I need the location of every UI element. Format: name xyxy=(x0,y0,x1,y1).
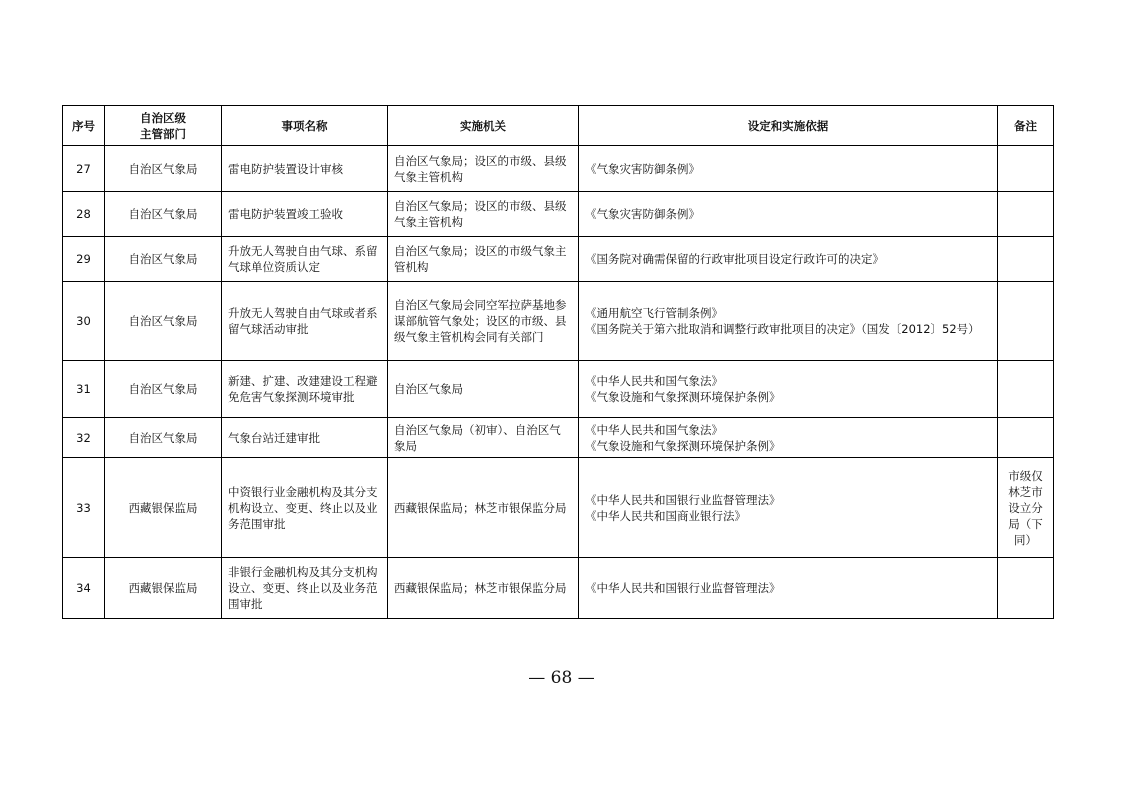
table-row xyxy=(63,192,1054,237)
cell-note xyxy=(998,192,1054,237)
basis-line: 《通用航空飞行管制条例》 xyxy=(585,306,723,320)
approval-items-table xyxy=(62,105,1054,619)
cell-agency: 自治区气象局；设区的市级气象主管机构 xyxy=(388,237,579,282)
cell-agency: 自治区气象局 xyxy=(388,361,579,418)
table-body xyxy=(63,146,1054,619)
table-row xyxy=(63,237,1054,282)
cell-seq: 32 xyxy=(63,418,105,458)
cell-note xyxy=(998,361,1054,418)
header-note: 备注 xyxy=(998,106,1054,146)
cell-dept: 西藏银保监局 xyxy=(105,458,222,558)
cell-note xyxy=(998,558,1054,619)
header-dept xyxy=(105,106,222,146)
header-seq: 序号 xyxy=(63,106,105,146)
cell-note xyxy=(998,418,1054,458)
header-item: 事项名称 xyxy=(222,106,388,146)
cell-seq: 31 xyxy=(63,361,105,418)
cell-dept: 自治区气象局 xyxy=(105,146,222,192)
header-dept-line2: 主管部门 xyxy=(140,126,186,141)
basis-line: 《气象设施和气象探测环境保护条例》 xyxy=(585,390,781,404)
cell-item: 升放无人驾驶自由气球或者系留气球活动审批 xyxy=(222,282,388,361)
table-row xyxy=(63,361,1054,418)
basis-line: 《中华人民共和国银行业监督管理法》 xyxy=(585,492,781,507)
cell-seq: 30 xyxy=(63,282,105,361)
cell-agency: 自治区气象局会同空军拉萨基地参谋部航管气象处；设区的市级、县级气象主管机构会同有关部门 xyxy=(388,282,579,361)
cell-basis xyxy=(579,146,998,192)
cell-basis xyxy=(579,558,998,619)
table-row xyxy=(63,282,1054,361)
cell-agency: 西藏银保监局；林芝市银保监分局 xyxy=(388,458,579,558)
basis-line: 《气象灾害防御条例》 xyxy=(585,161,700,176)
page-number: — 68 — xyxy=(528,668,595,688)
basis-line: 《气象灾害防御条例》 xyxy=(585,207,700,221)
cell-agency: 自治区气象局；设区的市级、县级气象主管机构 xyxy=(388,146,579,192)
basis-line: 《国务院对确需保留的行政审批项目设定行政许可的决定》 xyxy=(585,252,884,266)
cell-basis xyxy=(579,237,998,282)
cell-item: 雷电防护装置设计审核 xyxy=(222,146,388,192)
cell-seq: 27 xyxy=(63,146,105,192)
table-header-row xyxy=(63,106,1054,146)
cell-item: 非银行金融机构及其分支机构设立、变更、终止以及业务范围审批 xyxy=(222,558,388,619)
cell-dept: 自治区气象局 xyxy=(105,192,222,237)
table-row xyxy=(63,418,1054,458)
basis-line: 《中华人民共和国气象法》 xyxy=(585,374,723,388)
cell-seq: 33 xyxy=(63,458,105,558)
header-basis: 设定和实施依据 xyxy=(579,106,998,146)
cell-note xyxy=(998,282,1054,361)
cell-dept: 自治区气象局 xyxy=(105,237,222,282)
cell-basis xyxy=(579,418,998,458)
cell-agency: 自治区气象局；设区的市级、县级气象主管机构 xyxy=(388,192,579,237)
cell-basis xyxy=(579,192,998,237)
basis-line: 《气象设施和气象探测环境保护条例》 xyxy=(585,438,781,453)
cell-agency: 西藏银保监局；林芝市银保监分局 xyxy=(388,558,579,619)
cell-note: 市级仅林芝市设立分局（下同） xyxy=(998,458,1054,558)
cell-dept: 自治区气象局 xyxy=(105,282,222,361)
basis-line: 《中华人民共和国银行业监督管理法》 xyxy=(585,581,781,595)
cell-basis xyxy=(579,458,998,558)
table-row xyxy=(63,146,1054,192)
header-agency: 实施机关 xyxy=(388,106,579,146)
basis-line: 《国务院关于第六批取消和调整行政审批项目的决定》（国发〔2012〕52号） xyxy=(585,322,980,336)
table-row xyxy=(63,458,1054,558)
cell-seq: 29 xyxy=(63,237,105,282)
cell-item: 中资银行业金融机构及其分支机构设立、变更、终止以及业务范围审批 xyxy=(222,458,388,558)
cell-item: 气象台站迁建审批 xyxy=(222,418,388,458)
basis-line: 《中华人民共和国商业银行法》 xyxy=(585,508,746,523)
cell-note xyxy=(998,146,1054,192)
cell-dept: 自治区气象局 xyxy=(105,361,222,418)
cell-seq: 34 xyxy=(63,558,105,619)
header-dept-line1: 自治区级 xyxy=(140,110,186,125)
cell-note xyxy=(998,237,1054,282)
cell-dept: 自治区气象局 xyxy=(105,418,222,458)
basis-line: 《中华人民共和国气象法》 xyxy=(585,422,723,437)
cell-basis xyxy=(579,282,998,361)
table-row xyxy=(63,558,1054,619)
cell-item: 升放无人驾驶自由气球、系留气球单位资质认定 xyxy=(222,237,388,282)
cell-seq: 28 xyxy=(63,192,105,237)
cell-item: 雷电防护装置竣工验收 xyxy=(222,192,388,237)
cell-item: 新建、扩建、改建建设工程避免危害气象探测环境审批 xyxy=(222,361,388,418)
cell-agency: 自治区气象局（初审）、自治区气象局 xyxy=(388,418,579,458)
cell-basis xyxy=(579,361,998,418)
cell-dept: 西藏银保监局 xyxy=(105,558,222,619)
